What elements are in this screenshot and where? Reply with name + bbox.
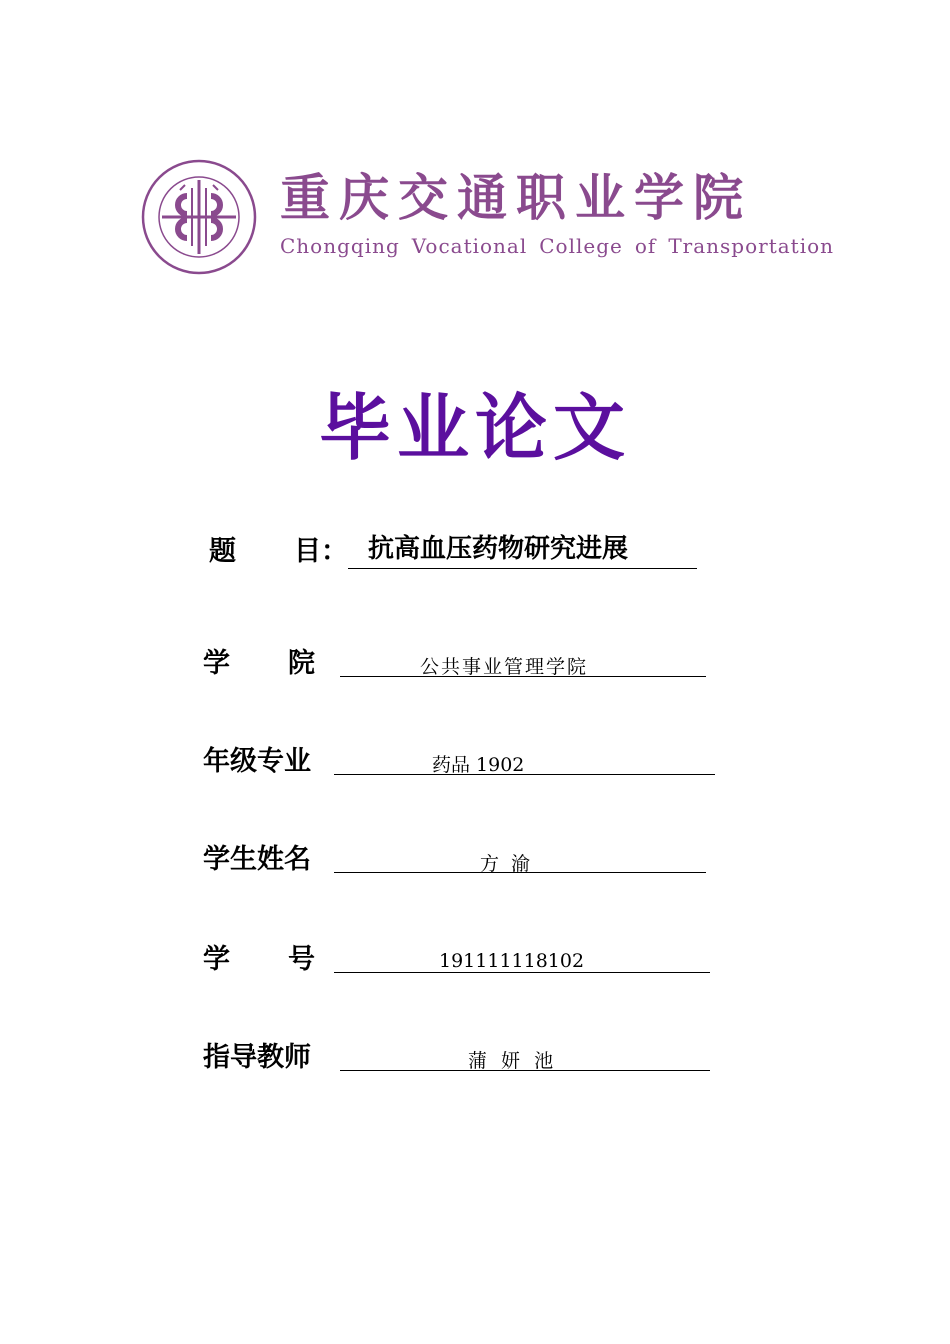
student-id-value: 191111118102	[439, 950, 585, 972]
student-name-row	[0, 842, 950, 882]
student-id-row	[0, 942, 950, 982]
topic-value: 抗高血压药物研究进展	[368, 534, 629, 564]
college-seal-icon	[140, 158, 258, 276]
college-row	[0, 646, 950, 686]
grade-major-underline	[334, 744, 715, 775]
college-logo	[140, 158, 835, 276]
document-title: 毕业论文	[318, 386, 631, 470]
grade-major-row	[0, 744, 950, 784]
college-name-en: Chongqing Vocational College of Transportation	[280, 234, 835, 258]
student-name-value: 方 渝	[480, 853, 531, 875]
college-label: 学 院	[203, 648, 315, 679]
topic-label: 题 目：	[209, 536, 348, 567]
student-name-label: 学生姓名	[203, 844, 311, 875]
advisor-row	[0, 1040, 950, 1080]
grade-major-label: 年级专业	[203, 746, 311, 777]
college-name-cn: 重庆交通职业学院	[280, 168, 752, 227]
advisor-label: 指导教师	[203, 1042, 311, 1073]
student-id-label: 学 号	[203, 944, 315, 975]
topic-row	[0, 534, 950, 574]
college-value: 公共事业管理学院	[420, 656, 589, 678]
grade-major-value: 药品 1902	[432, 754, 525, 776]
advisor-value: 蒲 妍 池	[468, 1050, 558, 1072]
